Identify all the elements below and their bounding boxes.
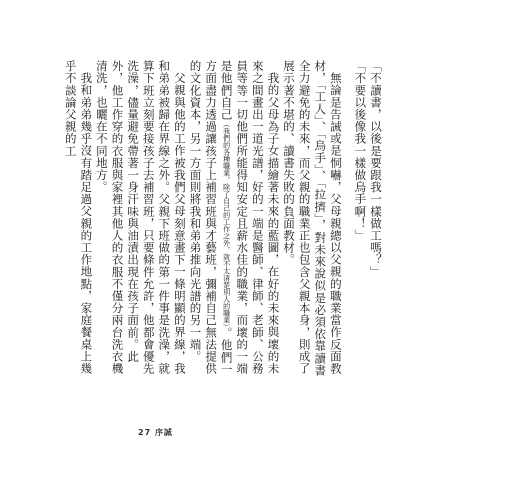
- vertical-text-block: [62, 60, 383, 384]
- paragraph-text: 無論是告誡或是恫嚇，父母親總以父親的職業當作反面教材，「工人」、「烏手」、「拉擠」，對未來說似是必須依靠讀書全力避免的未來，而父親的職業正也包含父親本身，則成了展示著不堪的、讀書失敗的負面教材。: [282, 60, 343, 377]
- page-footer: [138, 427, 173, 438]
- paragraph: [280, 60, 342, 384]
- paragraph-text: 我的父母為子女描繪著未來的藍圖，在好的未來與壞的未來之間畫出一道光譜，好的一端是醫師、律師、老師、公務員等等一切他們所能得知安定且薪水佳的職業，而壞的一端是他們自己: [219, 60, 281, 375]
- page-number: 27: [138, 428, 152, 437]
- running-head: 序誠: [154, 428, 173, 437]
- parenthetical-note: （我們的各種職業，除了自己的工作之外，就不太清楚別人的職業）: [222, 120, 231, 327]
- paragraph: [62, 60, 93, 384]
- quote-line: 「不讀書，以後是要跟我一樣做工嗎？」: [369, 60, 383, 278]
- paragraph-text: 我和弟弟幾乎沒有踏足過父親的工作地點，家庭餐桌上幾乎不談論父親的工: [63, 60, 94, 374]
- paragraph: [93, 60, 187, 384]
- paragraph-text: 。他們一方面盡力透過讓孩子上補習班與才藝班，彌補自己無法提供的文化資本，另一方面則將我和弟弟推向光譜的另一端。: [188, 60, 234, 376]
- quote-line: 「不要以後像我一樣做烏手啊！」: [353, 60, 368, 242]
- paragraph-text: 父親與他的工作被我們父母刻意畫下一條明顯的界線，我和弟弟被歸在界線之外。父親下班做的第一件事是洗澡，就算下班立刻要接孩子去補習班，只要條件允許，他都會優先洗澡，儘量避免帶著一身汗味與油漬出現在孩子面前。此外，他工作穿的衣服與家裡其他人的衣服不僅分兩台洗衣機清洗，也曬在不同地方。: [94, 60, 187, 375]
- paragraph: [187, 60, 281, 384]
